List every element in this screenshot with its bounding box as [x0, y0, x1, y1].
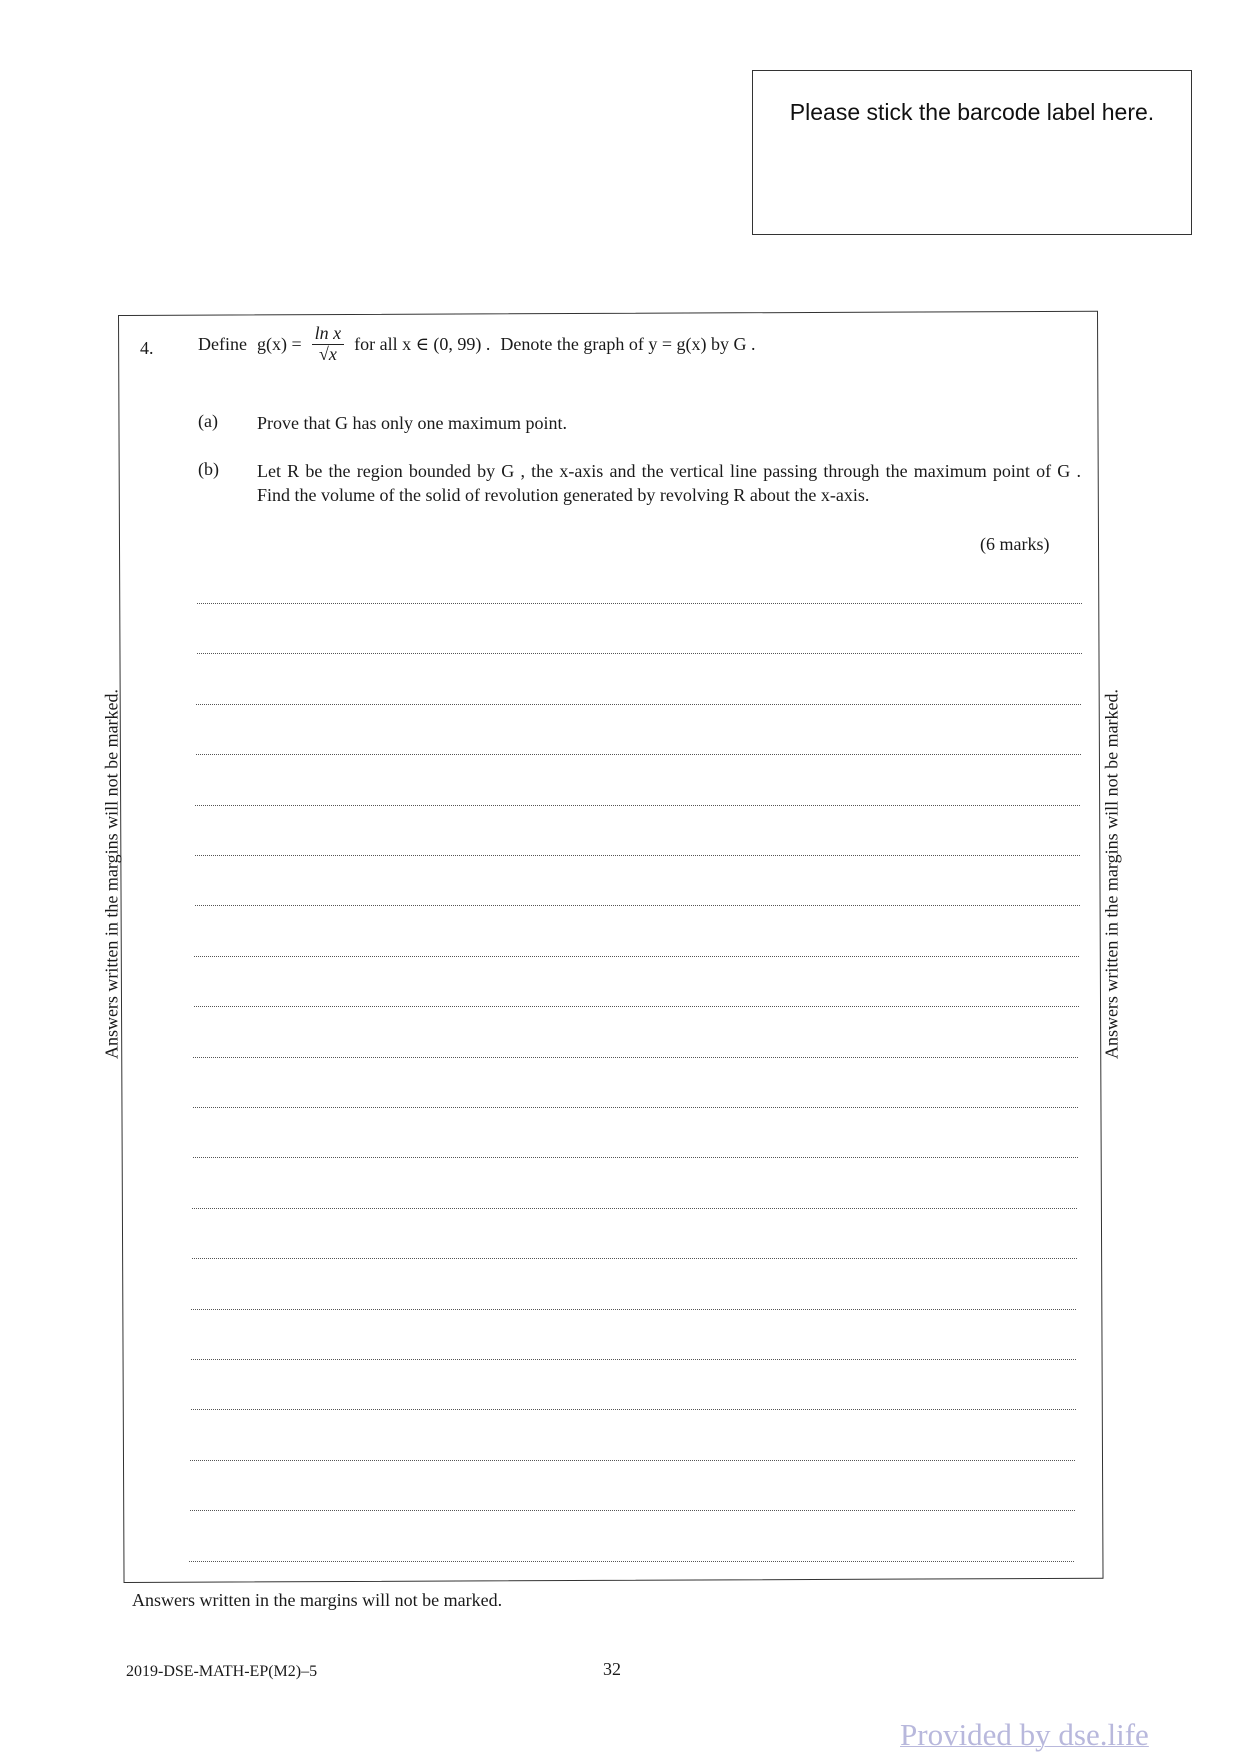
- right-margin-note: Answers written in the margins will not be marked.: [1101, 688, 1122, 1060]
- paper-code: 2019-DSE-MATH-EP(M2)–5: [126, 1663, 318, 1680]
- denote-text: Denote the graph of y = g(x) by G .: [500, 333, 756, 354]
- fraction-denominator: √x: [318, 343, 337, 364]
- part-a-label: (a): [198, 411, 218, 431]
- function-lhs: g(x) =: [256, 333, 302, 354]
- answer-line[interactable]: [192, 1258, 1077, 1259]
- answer-line[interactable]: [195, 855, 1080, 856]
- answer-line[interactable]: [194, 956, 1079, 957]
- answer-line[interactable]: [195, 805, 1080, 806]
- function-fraction: [312, 324, 345, 365]
- answer-line[interactable]: [190, 1460, 1075, 1461]
- answer-line[interactable]: [193, 1107, 1078, 1108]
- question-stem: [198, 324, 998, 365]
- part-b-text: Let R be the region bounded by G , the x-axis and the vertical line passing through the maximum point of G . Find the volume of the solid of revolution generated by revolving R about the x-axis.: [257, 461, 1081, 505]
- fraction-numerator: ln x: [312, 324, 345, 345]
- answer-line[interactable]: [190, 1510, 1075, 1511]
- answer-line[interactable]: [192, 1208, 1077, 1209]
- answer-line[interactable]: [189, 1561, 1074, 1562]
- answer-line[interactable]: [191, 1359, 1076, 1360]
- answer-line[interactable]: [193, 1057, 1078, 1058]
- provider-watermark: Provided by dse.life: [900, 1717, 1149, 1752]
- answer-line[interactable]: [197, 653, 1082, 654]
- barcode-label-box: [752, 70, 1192, 235]
- barcode-label-text: Please stick the barcode label here.: [789, 99, 1155, 125]
- domain-text: for all x ∈ (0, 99) .: [354, 333, 491, 354]
- footer-margin-note: Answers written in the margins will not be marked.: [132, 1590, 503, 1610]
- part-b-label: (b): [198, 459, 219, 479]
- answer-line[interactable]: [191, 1409, 1076, 1410]
- page-number: 32: [603, 1659, 621, 1679]
- marks-label: (6 marks): [980, 534, 1050, 554]
- question-number: 4.: [140, 338, 154, 358]
- part-a-text: Prove that G has only one maximum point.: [257, 413, 567, 433]
- answer-line[interactable]: [194, 1006, 1079, 1007]
- answer-line[interactable]: [193, 1157, 1078, 1158]
- answer-line[interactable]: [196, 704, 1081, 705]
- left-margin-note: Answers written in the margins will not be marked.: [101, 688, 122, 1060]
- answer-line[interactable]: [197, 603, 1082, 604]
- answer-line[interactable]: [196, 754, 1081, 755]
- answer-line[interactable]: [191, 1309, 1076, 1310]
- answer-line[interactable]: [195, 905, 1080, 906]
- define-word: Define: [198, 333, 247, 354]
